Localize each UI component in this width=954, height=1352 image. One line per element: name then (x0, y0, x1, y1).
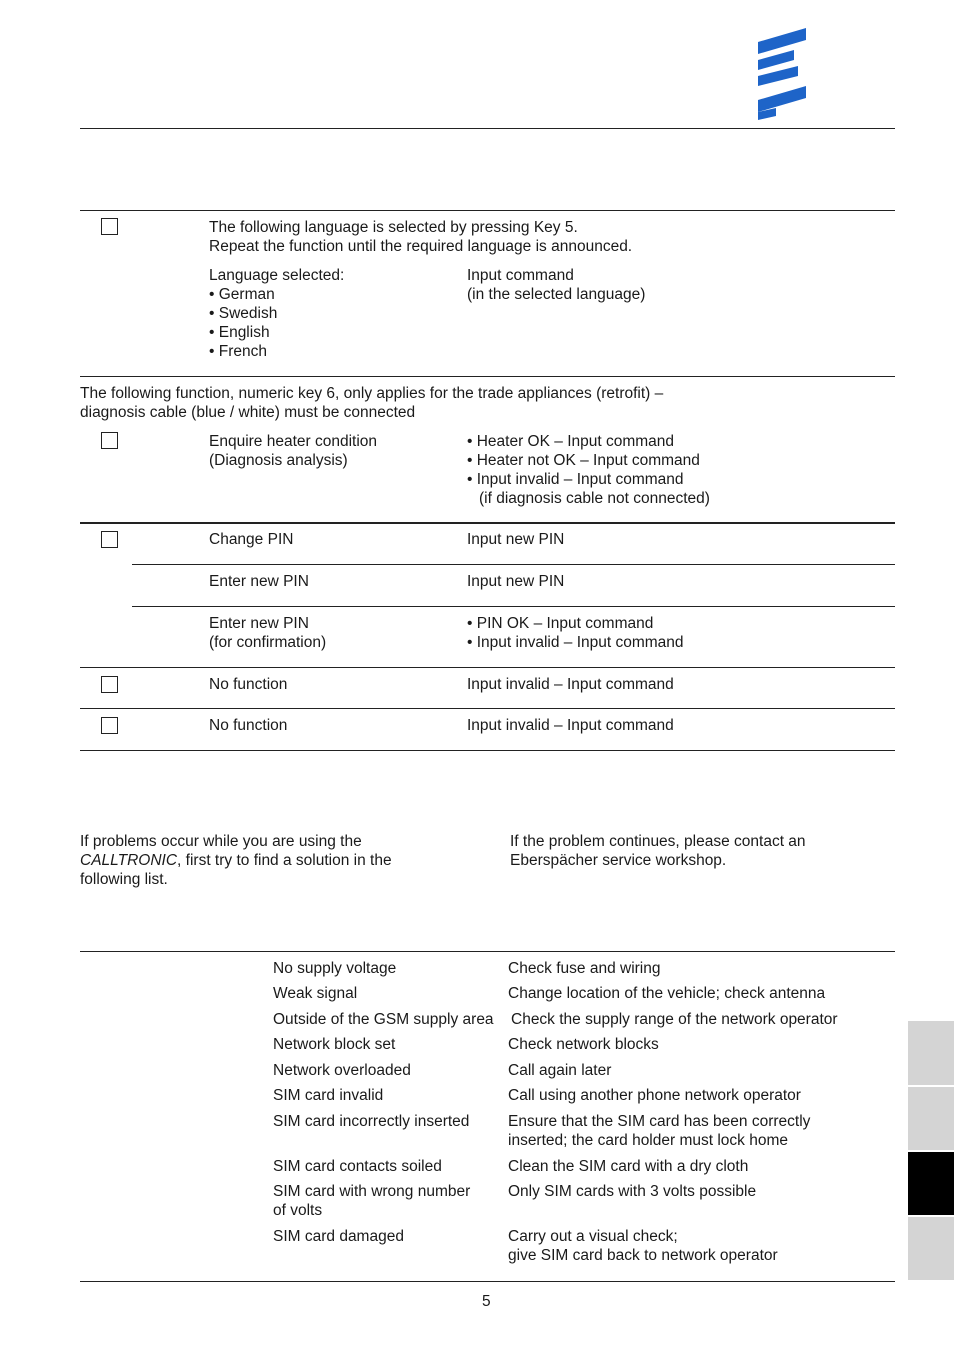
side-tab (908, 1087, 954, 1150)
text-line: The following language is selected by pressing Key 5. (209, 219, 578, 236)
problem-cause (273, 1227, 404, 1246)
text-line: (Diagnosis analysis) (209, 452, 348, 469)
section-rule (80, 708, 895, 709)
text-line: give SIM card back to network operator (508, 1247, 778, 1264)
text-line: • Swedish (209, 305, 278, 322)
key6-function (209, 432, 377, 470)
problem-remedy (508, 984, 825, 1003)
page-number: 5 (482, 1293, 491, 1310)
text-line: SIM card damaged (273, 1228, 404, 1245)
problem-cause (273, 1112, 469, 1131)
text-line: • English (209, 324, 270, 341)
problem-remedy (508, 1086, 801, 1105)
text-line: Enquire heater condition (209, 433, 378, 450)
text-line: Repeat the function until the required language is announced. (209, 238, 633, 255)
problem-remedy (508, 1035, 659, 1054)
key-box (101, 717, 118, 734)
row8-response: Input invalid – Input command (467, 676, 674, 693)
key5-language-list (209, 266, 344, 361)
text-line: Input new PIN (467, 531, 565, 548)
text-line: diagnosis cable (blue / white) must be connected (80, 404, 416, 421)
problem-cause (273, 1010, 494, 1029)
text-line: • Input invalid – Input command (467, 471, 684, 488)
section-rule (80, 667, 895, 668)
text-line: • German (209, 286, 275, 303)
sub-rule (132, 564, 895, 565)
text-line: Language selected: (209, 267, 345, 284)
pin-step-3-function (209, 614, 326, 652)
text-line: • PIN OK – Input command (467, 615, 654, 632)
text-line: Change PIN (209, 531, 294, 548)
section-rule (80, 522, 895, 524)
problem-cause (273, 1182, 470, 1220)
text-line: Enter new PIN (209, 573, 309, 590)
sub-rule (132, 606, 895, 607)
text-line: (for confirmation) (209, 634, 327, 651)
key6-response (467, 432, 710, 508)
text-line: • French (209, 343, 267, 360)
problem-remedy (508, 1182, 756, 1201)
problem-cause (273, 984, 357, 1003)
pin-step-3-response (467, 614, 684, 652)
text-line: The following function, numeric key 6, only applies for the trade appliances (retrofit) – (80, 385, 664, 402)
product-name: CALLTRONIC (80, 852, 178, 869)
row9-function: No function (209, 717, 288, 734)
pin-step-1-response (467, 530, 564, 549)
row9-response: Input invalid – Input command (467, 717, 674, 734)
text-line: Input new PIN (467, 573, 565, 590)
row8-function: No function (209, 676, 288, 693)
text-line: Check network blocks (508, 1036, 659, 1053)
text-line: If problems occur while you are using the (80, 833, 362, 850)
section-rule (80, 210, 895, 211)
text-line: Input command (467, 267, 574, 284)
problem-cause (273, 1157, 442, 1176)
text-line: Clean the SIM card with a dry cloth (508, 1158, 749, 1175)
text-line: Outside of the GSM supply area (273, 1011, 494, 1028)
text-line: • Heater not OK – Input command (467, 452, 700, 469)
text-line: inserted; the card holder must lock home (508, 1132, 788, 1149)
table-rule (80, 951, 895, 952)
text-line: SIM card incorrectly inserted (273, 1113, 470, 1130)
text-line: Ensure that the SIM card has been correctly (508, 1113, 811, 1130)
problem-remedy (508, 959, 661, 978)
text-line: If the problem continues, please contact an (510, 833, 806, 850)
problem-cause (273, 1035, 395, 1054)
text-line: Carry out a visual check; (508, 1228, 678, 1245)
text-line: of volts (273, 1202, 323, 1219)
eberspaecher-logo (756, 28, 810, 120)
text-line: Call using another phone network operator (508, 1087, 801, 1104)
header-rule (80, 128, 895, 129)
side-tab (908, 1217, 954, 1280)
text-line: (if diagnosis cable not connected) (479, 490, 710, 507)
problem-remedy (508, 1227, 778, 1265)
text-line: Call again later (508, 1062, 612, 1079)
text-line: SIM card with wrong number (273, 1183, 471, 1200)
text-line: Only SIM cards with 3 volts possible (508, 1183, 757, 1200)
text-line (80, 851, 500, 870)
text-line: Check the supply range of the network operator (511, 1011, 838, 1028)
troubleshooting-intro (80, 832, 500, 889)
problem-remedy (511, 1010, 838, 1029)
text-line: Network block set (273, 1036, 396, 1053)
key5-response (467, 266, 645, 304)
problem-cause (273, 1061, 411, 1080)
text-line: Change location of the vehicle; check antenna (508, 985, 826, 1002)
problem-remedy (508, 1061, 611, 1080)
side-tab-active (908, 1152, 954, 1215)
text-line: Eberspächer service workshop. (510, 852, 727, 869)
section-rule (80, 750, 895, 751)
key-box (101, 531, 118, 548)
text-line: Network overloaded (273, 1062, 411, 1079)
text-line: SIM card invalid (273, 1087, 384, 1104)
problem-remedy (508, 1157, 748, 1176)
pin-step-2-function (209, 572, 309, 591)
key-box (101, 676, 118, 693)
table-rule (80, 1281, 895, 1282)
text-line: (in the selected language) (467, 286, 646, 303)
text-fragment: , first try to find a solution in the (177, 852, 392, 869)
text-line: following list. (80, 871, 168, 888)
text-line: Check fuse and wiring (508, 960, 661, 977)
section-rule (80, 376, 895, 377)
text-line: • Input invalid – Input command (467, 634, 684, 651)
problem-cause (273, 1086, 383, 1105)
text-line: Weak signal (273, 985, 358, 1002)
pin-step-1-function (209, 530, 293, 549)
key-box (101, 432, 118, 449)
text-line: No supply voltage (273, 960, 397, 977)
text-line: Enter new PIN (209, 615, 309, 632)
key6-note (80, 384, 663, 422)
problem-cause (273, 959, 396, 978)
side-tab (908, 1021, 954, 1085)
pin-step-2-response (467, 572, 564, 591)
text-line: SIM card contacts soiled (273, 1158, 442, 1175)
key-box (101, 218, 118, 235)
troubleshooting-contact (510, 832, 806, 870)
text-line: • Heater OK – Input command (467, 433, 675, 450)
problem-remedy (508, 1112, 810, 1150)
key5-intro (209, 218, 632, 256)
